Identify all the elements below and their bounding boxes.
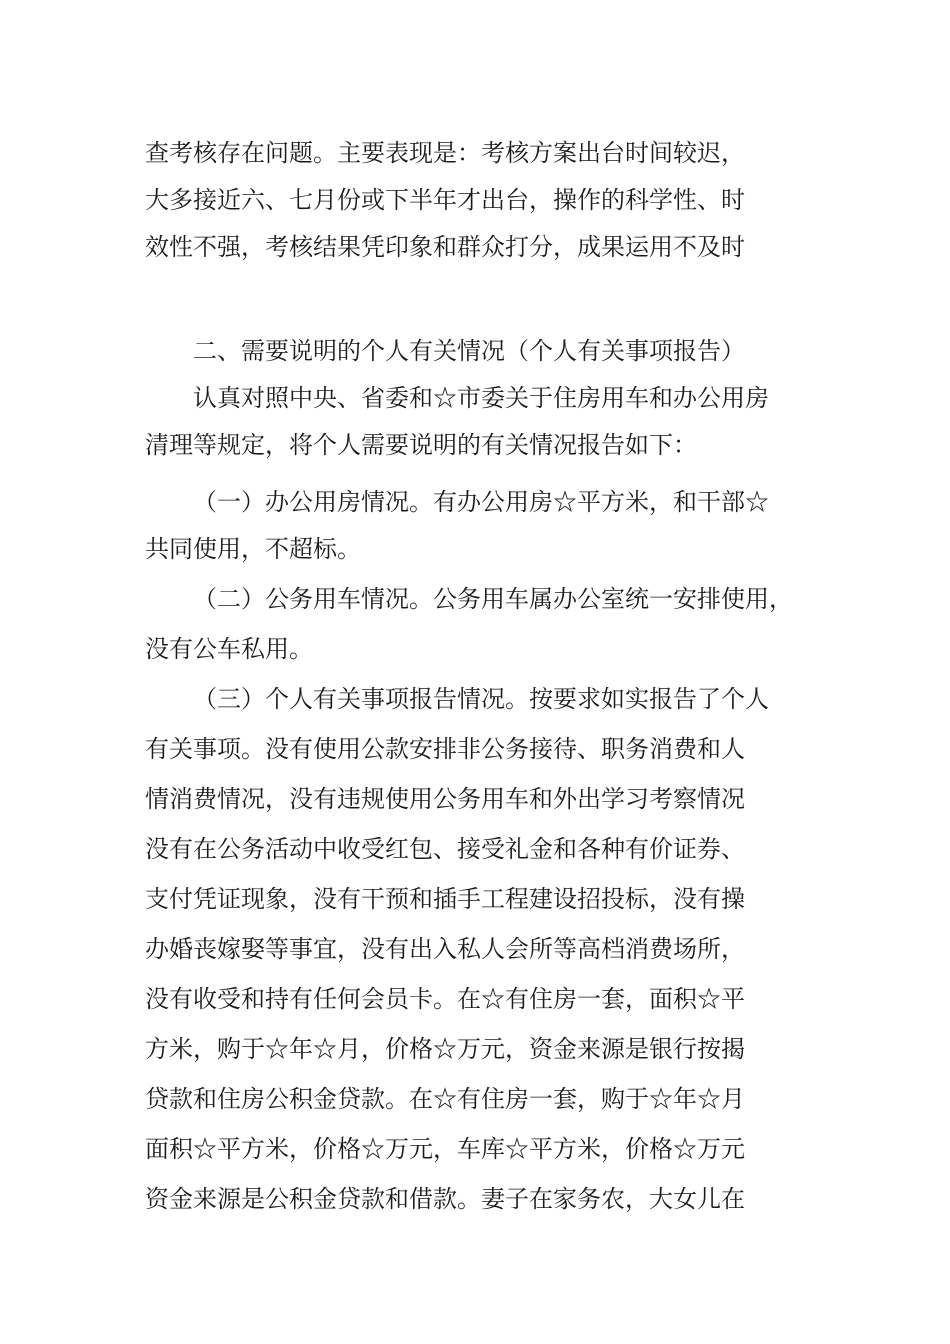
text-line: 没有收受和持有任何会员卡。在☆有住房一套，面积☆平	[145, 985, 745, 1013]
text-line: 支付凭证现象，没有干预和插手工程建设招投标，没有操	[145, 885, 745, 913]
text-line: 效性不强，考核结果凭印象和群众打分，成果运用不及时	[145, 233, 745, 261]
text-line: 情消费情况，没有违规使用公务用车和外出学习考察情况	[145, 785, 745, 813]
text-line: 查考核存在问题。主要表现是：考核方案出台时间较迟，	[145, 139, 745, 167]
text-line: 办婚丧嫁娶等事宜，没有出入私人会所等高档消费场所，	[145, 935, 745, 963]
text-line: 没有在公务活动中收受红包、接受礼金和各种有价证券、	[145, 835, 745, 863]
text-line: 有关事项。没有使用公款安排非公务接待、职务消费和人	[145, 735, 745, 763]
text-line: 资金来源是公积金贷款和借款。妻子在家务农，大女儿在	[145, 1185, 745, 1213]
text-line: 方米，购于☆年☆月，价格☆万元，资金来源是银行按揭	[145, 1035, 745, 1063]
text-line: （三）个人有关事项报告情况。按要求如实报告了个人	[193, 685, 769, 713]
text-line: 清理等规定，将个人需要说明的有关情况报告如下：	[145, 431, 697, 459]
text-line: 贷款和住房公积金贷款。在☆有住房一套，购于☆年☆月	[145, 1085, 745, 1113]
text-line: 面积☆平方米，价格☆万元，车库☆平方米，价格☆万元	[145, 1135, 745, 1163]
text-line: （一）办公用房情况。有办公用房☆平方米，和干部☆	[193, 488, 769, 516]
text-line: 认真对照中央、省委和☆市委关于住房用车和办公用房	[193, 384, 769, 412]
text-line: （二）公务用车情况。公务用车属办公室统一安排使用，	[193, 585, 793, 613]
text-line: 共同使用，不超标。	[145, 535, 361, 563]
text-line: 没有公车私用。	[145, 635, 313, 663]
text-line: 大多接近六、七月份或下半年才出台，操作的科学性、时	[145, 186, 745, 214]
section-heading: 二、需要说明的个人有关情况（个人有关事项报告）	[193, 337, 745, 365]
